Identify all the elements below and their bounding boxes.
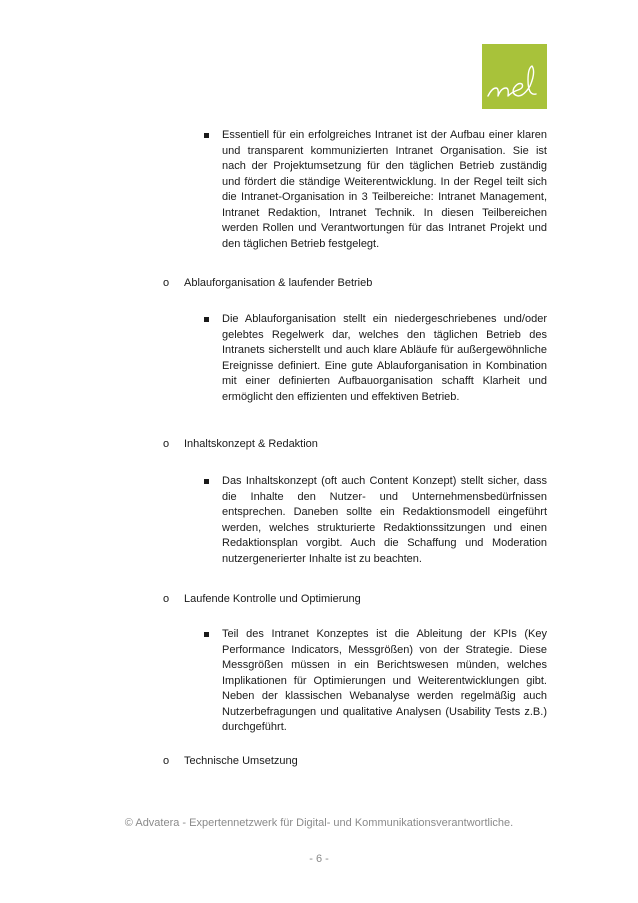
page-number: - 6 - — [309, 853, 329, 865]
list-item — [204, 312, 547, 405]
circle-bullet-icon: o — [163, 755, 170, 767]
square-bullet-icon — [204, 479, 209, 484]
section-title: Ablauforganisation & laufender Betrieb — [184, 277, 373, 289]
logo — [482, 44, 547, 109]
circle-bullet-icon: o — [163, 277, 170, 289]
list-item — [204, 627, 547, 736]
logo-script-icon — [482, 44, 547, 109]
circle-bullet-icon: o — [163, 438, 170, 450]
square-bullet-icon — [204, 632, 209, 637]
list-item-text: Das Inhaltskonzept (oft auch Content Konzept) stellt sicher, dass die Inhalte den Nutzer- und Unternehmensbedürfnissen entsprechen. Daneben sollte ein Redaktionsmodell eingeführt werden, welches strukturierte Redaktionssitzungen und einen Redaktionsplan vorgibt. Auch die Schaffung und Moderation nutzergenerierter Inhalte ist zu beachten. — [222, 475, 547, 565]
footer-copyright: © Advatera - Expertennetzwerk für Digital- und Kommunikationsverantwortliche. — [124, 817, 514, 829]
section-title: Laufende Kontrolle und Optimierung — [184, 593, 361, 605]
section-title: Technische Umsetzung — [184, 755, 298, 767]
list-item-text: Die Ablauforganisation stellt ein niedergeschriebenes und/oder gelebtes Regelwerk dar, welches den täglichen Betrieb des Intranets sicherstellt und auch klare Abläufe für außergewöhnliche Ereignisse definiert. Eine gute Ablauforganisation in Kombination mit einer definierten Aufbauorganisation schafft Klarheit und ermöglicht den effizienten und effektiven Betrieb. — [222, 313, 547, 403]
list-item — [204, 474, 547, 567]
square-bullet-icon — [204, 133, 209, 138]
circle-bullet-icon: o — [163, 593, 170, 605]
square-bullet-icon — [204, 317, 209, 322]
section-title: Inhaltskonzept & Redaktion — [184, 438, 318, 450]
list-item — [204, 128, 547, 252]
list-item-text: Essentiell für ein erfolgreiches Intranet ist der Aufbau einer klaren und transparent kommunizierten Intranet Organisation. Sie ist nach der Projektumsetzung für den täglichen Betrieb zuständig und fördert die ständige Weiterentwicklung. In der Regel teilt sich die Intranet-Organisation in 3 Teilbereiche: Intranet Management, Intranet Redaktion, Intranet Technik. In diesen Teilbereichen werden Rollen und Verantwortungen für das Intranet Projekt und den täglichen Betrieb festgelegt. — [222, 129, 547, 250]
list-item-text: Teil des Intranet Konzeptes ist die Ableitung der KPIs (Key Performance Indicators, Messgrößen) von der Strategie. Diese Messgrößen müssen in ein Berichtswesen münden, welches Implikationen für Optimierungen und Weiterentwicklungen gibt. Neben der klassischen Webanalyse werden regelmäßig auch Nutzerbefragungen und qualitative Analysen (Usability Tests z.B.) durchgeführt. — [222, 628, 547, 733]
